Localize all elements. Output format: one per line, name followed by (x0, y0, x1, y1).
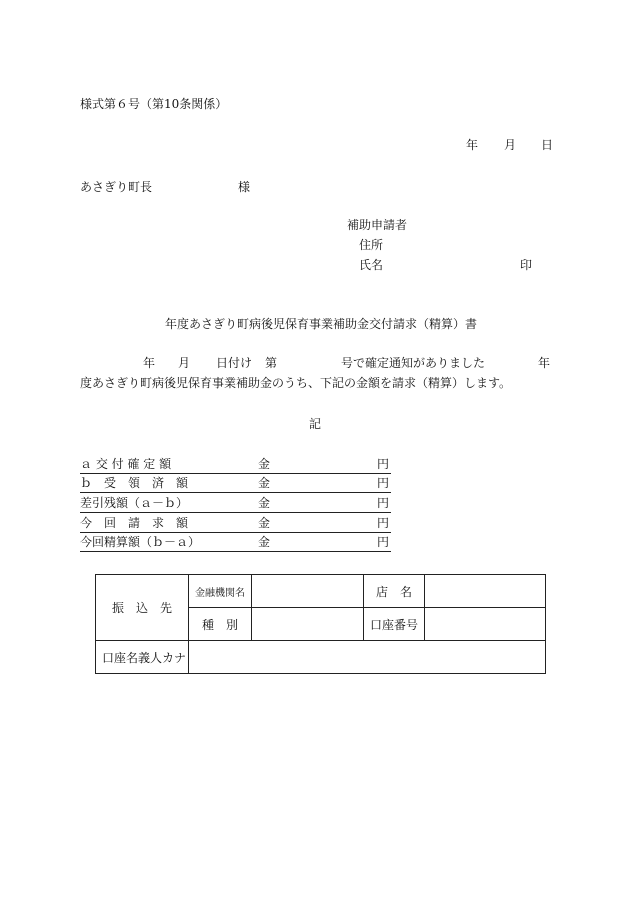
bank-transfer-table (95, 574, 546, 674)
kin-label: 金 (258, 496, 271, 510)
date-year-label: 年 (466, 138, 479, 152)
applicant-heading: 補助申請者 (347, 218, 408, 232)
body-text-line2: 度あさぎり町病後児保育事業補助金のうち、下記の金額を請求（精算）します。 (80, 376, 512, 390)
amount-label: 差引残額（ａ－ｂ） (80, 496, 189, 510)
amount-row-confirmed (80, 457, 391, 474)
account-type-label: 種 別 (189, 608, 252, 641)
body-year-label: 年 (143, 356, 156, 370)
document-title: 年度あさぎり町病後児保育事業補助金交付請求（精算）書 (165, 317, 478, 331)
addressee-honorific: 様 (238, 180, 251, 194)
body-number-suffix: 号で確定通知がありました (341, 356, 486, 370)
applicant-address-label: 住所 (359, 238, 384, 252)
date-month-label: 月 (504, 138, 517, 152)
amount-row-balance (80, 496, 391, 513)
body-month-label: 月 (178, 356, 191, 370)
yen-label: 円 (377, 516, 390, 530)
amount-row-received (80, 476, 391, 493)
yen-label: 円 (377, 476, 390, 490)
addressee-name: あさぎり町長 (80, 180, 153, 194)
institution-field[interactable] (252, 575, 364, 608)
seal-mark: 印 (520, 258, 533, 272)
account-number-label: 口座番号 (364, 608, 425, 641)
applicant-name-label: 氏名 (359, 258, 384, 272)
branch-field[interactable] (425, 575, 546, 608)
institution-label: 金融機関名 (189, 575, 252, 608)
transfer-to-label: 振 込 先 (96, 575, 189, 641)
amount-label: ｂ 受 領 済 額 (80, 476, 189, 490)
amount-label: 今 回 請 求 額 (80, 516, 189, 530)
body-dated-label: 日付け (216, 356, 253, 370)
body-number-prefix: 第 (265, 356, 278, 370)
account-number-field[interactable] (425, 608, 546, 641)
kin-label: 金 (258, 535, 271, 549)
kin-label: 金 (258, 516, 271, 530)
amount-row-settlement (80, 535, 391, 552)
branch-label: 店 名 (364, 575, 425, 608)
account-type-field[interactable] (252, 608, 364, 641)
form-number: 様式第６号（第10条関係） (80, 97, 228, 111)
yen-label: 円 (377, 496, 390, 510)
yen-label: 円 (377, 535, 390, 549)
kin-label: 金 (258, 476, 271, 490)
account-holder-field[interactable] (189, 641, 546, 674)
amount-row-request (80, 516, 391, 533)
yen-label: 円 (377, 457, 390, 471)
amount-label: 今回精算額（ｂ－ａ） (80, 535, 201, 549)
date-day-label: 日 (541, 138, 554, 152)
account-holder-label: 口座名義人カナ (96, 641, 189, 674)
body-year2-label: 年 (538, 356, 551, 370)
kin-label: 金 (258, 457, 271, 471)
ki-mark: 記 (309, 417, 322, 431)
amount-label: ａ 交 付 確 定 額 (80, 457, 172, 471)
